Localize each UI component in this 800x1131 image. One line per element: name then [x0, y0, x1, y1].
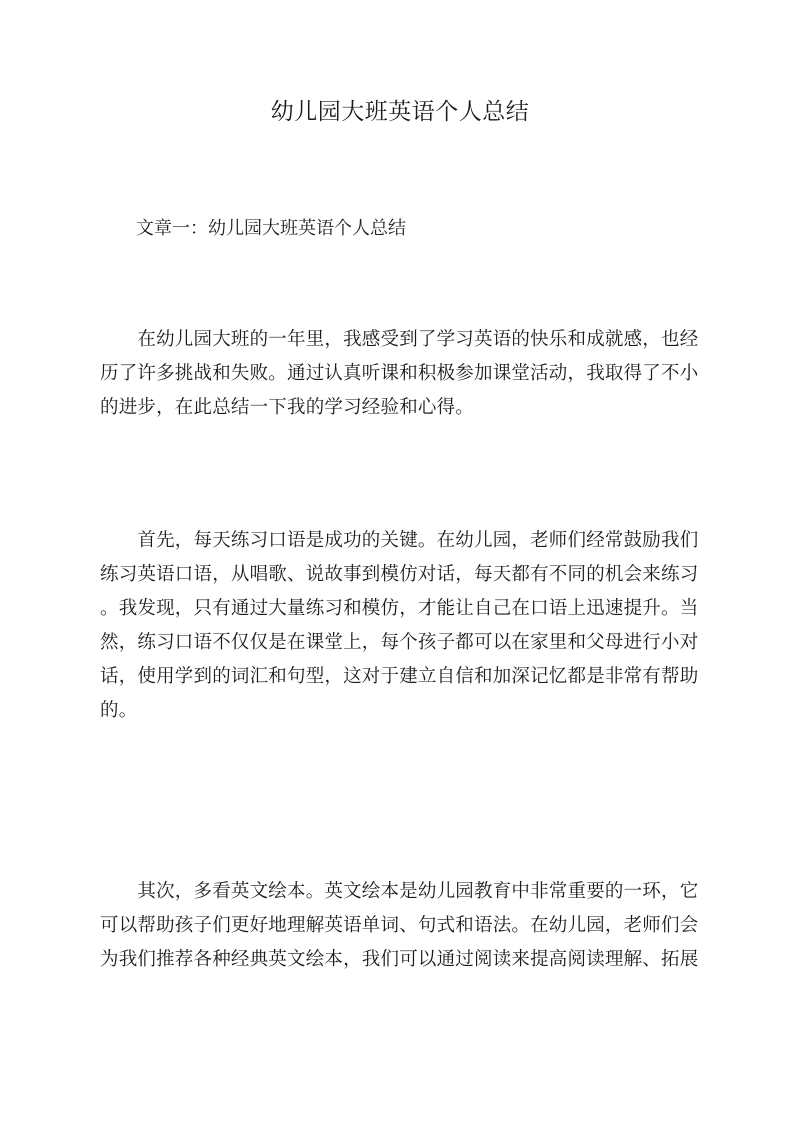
paragraph-line: 的进步，在此总结一下我的学习经验和心得。 — [100, 397, 475, 418]
article-subtitle: 文章一：幼儿园大班英语个人总结 — [136, 218, 406, 239]
paragraph-intro — [100, 323, 710, 425]
paragraph-line: 其次，多看英文绘本。英文绘本是幼儿园教育中非常重要的一环，它 — [100, 881, 699, 902]
paragraph-line: 话，使用学到的词汇和句型，这对于建立自信和加深记忆都是非常有帮助 — [100, 666, 699, 687]
paragraph-line: 练习英语口语，从唱歌、说故事到模仿对话，每天都有不同的机会来练习 — [100, 564, 699, 585]
paragraph-line: 然，练习口语不仅仅是在课堂上，每个孩子都可以在家里和父母进行小对 — [100, 632, 699, 653]
paragraph-line: 在幼儿园大班的一年里，我感受到了学习英语的快乐和成就感，也经 — [100, 329, 699, 350]
paragraph-line: 的。 — [100, 700, 138, 721]
paragraph-line: 为我们推荐各种经典英文绘本，我们可以通过阅读来提高阅读理解、拓展 — [100, 949, 699, 970]
document-title: 幼儿园大班英语个人总结 — [270, 99, 530, 125]
paragraph-line: 。我发现，只有通过大量练习和模仿，才能让自己在口语上迅速提升。当 — [100, 598, 699, 619]
paragraph-line: 首先，每天练习口语是成功的关键。在幼儿园，老师们经常鼓励我们 — [100, 530, 699, 551]
paragraph-picture-books — [100, 875, 710, 977]
paragraph-line: 历了许多挑战和失败。通过认真听课和积极参加课堂活动，我取得了不小 — [100, 363, 699, 384]
paragraph-line: 可以帮助孩子们更好地理解英语单词、句式和语法。在幼儿园，老师们会 — [100, 915, 699, 936]
paragraph-speaking — [100, 524, 710, 728]
